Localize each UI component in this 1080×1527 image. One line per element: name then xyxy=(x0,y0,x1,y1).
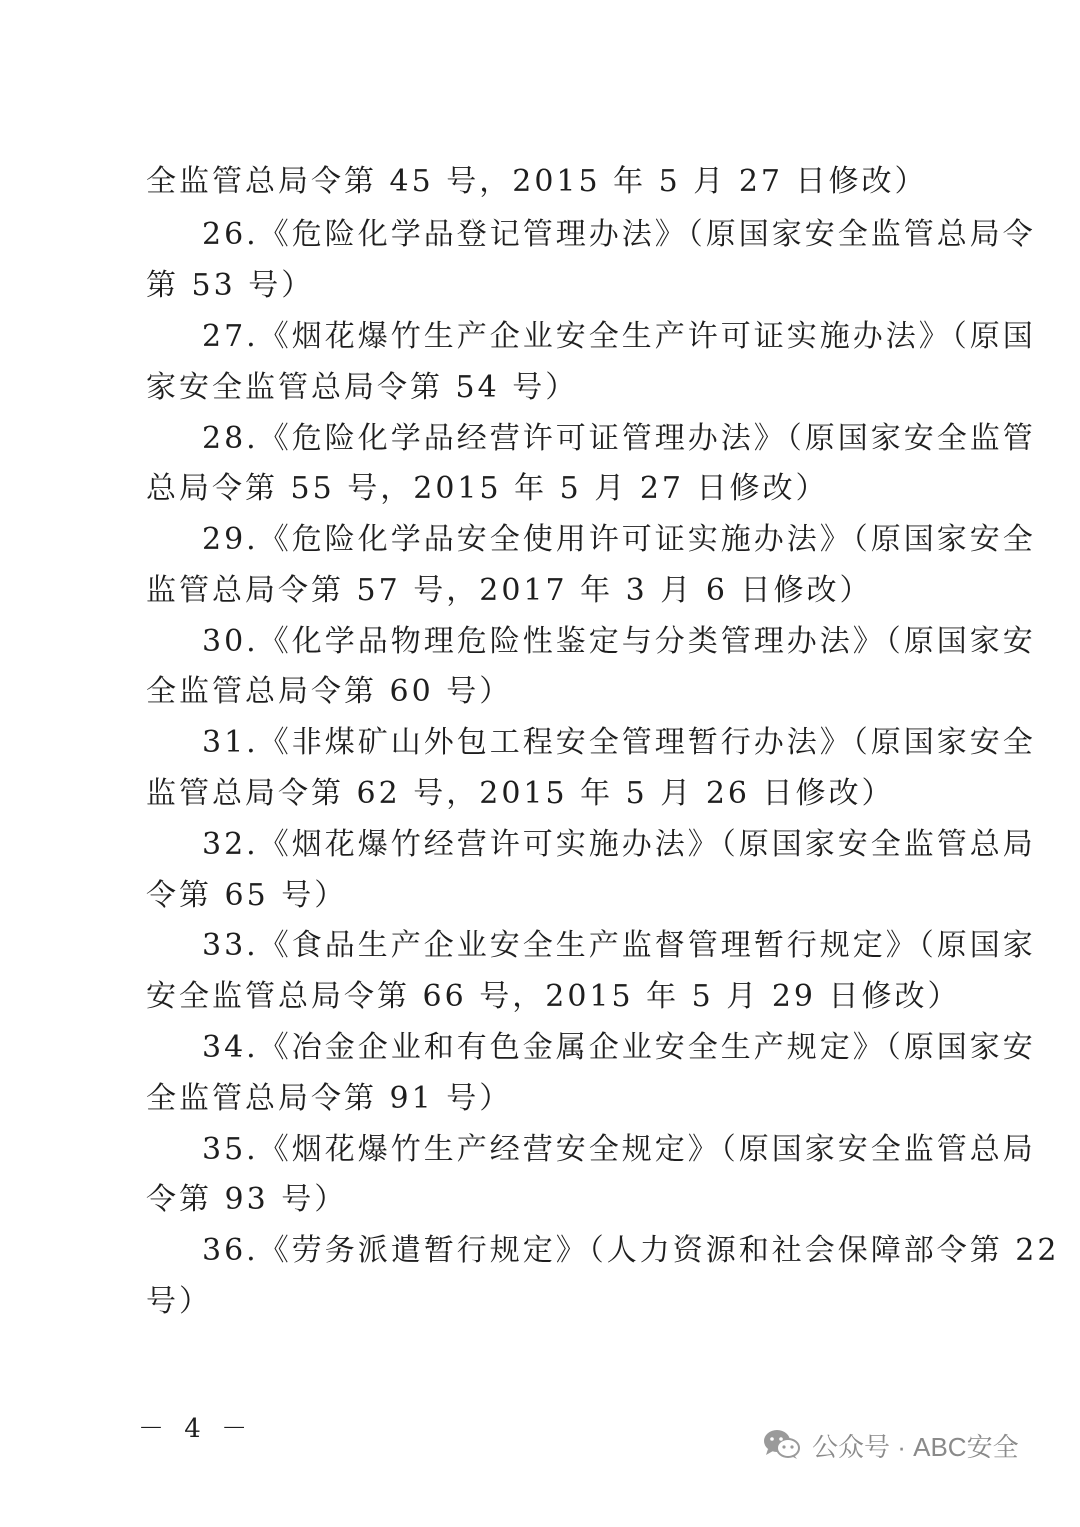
text-line: 36.《劳务派遣暂行规定》（人力资源和社会保障部令第 22 xyxy=(202,1233,1060,1268)
watermark-text: 公众号 · ABC安全 xyxy=(812,1431,1019,1462)
text-line: 28.《危险化学品经营许可证管理办法》（原国家安全监管 xyxy=(202,421,1036,456)
text-line: 全监管总局令第 91 号） xyxy=(146,1081,513,1116)
text-line: 第 53 号） xyxy=(146,268,315,303)
text-line: 总局令第 55 号，2015 年 5 月 27 日修改） xyxy=(146,471,829,506)
text-line: 33.《食品生产企业安全生产监督管理暂行规定》（原国家 xyxy=(202,928,1036,963)
text-line: 全监管总局令第 45 号，2015 年 5 月 27 日修改） xyxy=(146,164,928,199)
text-line: 监管总局令第 57 号，2017 年 3 月 6 日修改） xyxy=(146,573,873,608)
text-line: 29.《危险化学品安全使用许可证实施办法》（原国家安全 xyxy=(202,522,1036,557)
text-line: 32.《烟花爆竹经营许可实施办法》（原国家安全监管总局 xyxy=(202,827,1036,862)
text-line: 35.《烟花爆竹生产经营安全规定》（原国家安全监管总局 xyxy=(202,1132,1036,1167)
text-line: 27.《烟花爆竹生产企业安全生产许可证实施办法》（原国 xyxy=(202,319,1036,354)
text-line: 家安全监管总局令第 54 号） xyxy=(146,370,579,405)
text-line: 34.《冶金企业和有色金属企业安全生产规定》（原国家安 xyxy=(202,1030,1036,1065)
text-line: 全监管总局令第 60 号） xyxy=(146,674,513,709)
wechat-watermark xyxy=(762,1425,1019,1465)
text-line: 监管总局令第 62 号，2015 年 5 月 26 日修改） xyxy=(146,776,895,811)
text-line: 令第 65 号） xyxy=(146,878,348,913)
text-line: 令第 93 号） xyxy=(146,1182,348,1217)
text-line: 安全监管总局令第 66 号，2015 年 5 月 29 日修改） xyxy=(146,979,961,1014)
wechat-icon xyxy=(762,1428,802,1462)
text-line: 30.《化学品物理危险性鉴定与分类管理办法》（原国家安 xyxy=(202,624,1036,659)
text-line: 号） xyxy=(146,1284,212,1319)
text-line: 31.《非煤矿山外包工程安全管理暂行办法》（原国家安全 xyxy=(202,725,1036,760)
text-line: 26.《危险化学品登记管理办法》（原国家安全监管总局令 xyxy=(202,217,1036,252)
page-number: － 4 － xyxy=(138,1414,254,1444)
